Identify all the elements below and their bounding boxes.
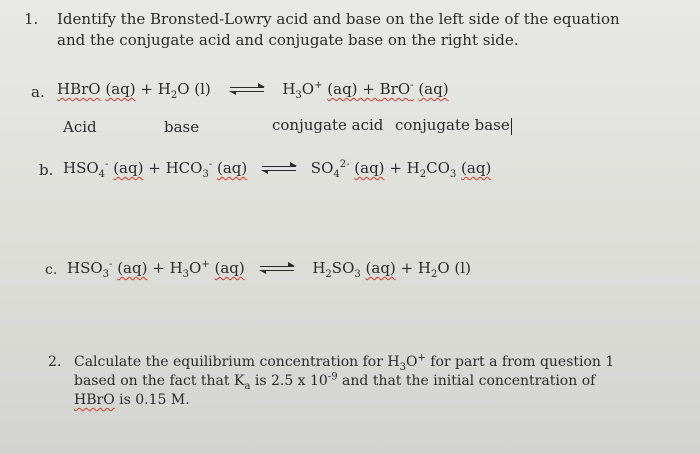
aq-state: (aq) — [113, 159, 144, 177]
aq-state: (aq) — [214, 259, 245, 277]
answer-base: base — [164, 118, 200, 136]
equilibrium-arrow-icon — [260, 264, 294, 274]
q1-prompt-line2: and the conjugate acid and conjugate base on the right side. — [57, 31, 519, 49]
aq-state: (aq) — [418, 80, 449, 98]
hco3-formula: + $HCO_3^-$ — [148, 159, 213, 180]
hbro-formula: HBrO — [74, 392, 115, 408]
hydronium-formula: + $H_3O^+$ — [152, 259, 210, 280]
part-a-label: a. — [31, 83, 45, 101]
hso4-formula: $HSO_4^-$ — [63, 159, 109, 180]
hydronium-formula: $H_3O^+$ — [282, 80, 323, 101]
q2-number: 2. — [48, 354, 62, 370]
part-a-equation — [57, 80, 449, 101]
water-formula: + $H_2O$ (l) — [400, 259, 471, 280]
aq-state: (aq) — [354, 159, 385, 177]
so4-formula: $SO_4^{2-}$ — [310, 159, 350, 180]
aq-state: (aq) — [365, 259, 396, 277]
aq-state: (aq) + — [327, 80, 380, 98]
part-c-equation — [67, 259, 471, 280]
aq-state: (aq) — [461, 159, 492, 177]
answer-acid: Acid — [63, 118, 97, 136]
part-b-label: b. — [39, 161, 54, 179]
answer-conjugate-acid: conjugate acid — [272, 116, 384, 134]
aq-state: (aq) — [105, 80, 136, 98]
water-formula: + $H_2O$ (l) — [140, 80, 211, 101]
h2so3-formula: $H_2SO_3$ — [312, 259, 361, 280]
bro-formula: BrO- — [379, 80, 414, 98]
part-b-equation — [63, 159, 492, 180]
q2-prompt-line3: HBrO is 0.15 M. — [74, 392, 190, 408]
equilibrium-arrow-icon — [230, 85, 264, 95]
q2-prompt-line2: based on the fact that $K_a$ is 2.5 x $10^{-9}$ and that the initial concentration of — [74, 371, 596, 392]
h2co3-formula: + $H_2CO_3$ — [389, 159, 457, 180]
q1-prompt-line1: Identify the Bronsted-Lowry acid and base on the left side of the equation — [57, 10, 620, 28]
part-c-label: c. — [45, 262, 58, 278]
q1-number: 1. — [24, 10, 39, 28]
hso3-formula: $HSO_3^-$ — [67, 259, 113, 280]
text-cursor — [511, 118, 513, 135]
hbro-formula: HBrO — [57, 80, 101, 98]
equilibrium-arrow-icon — [262, 164, 296, 174]
answer-conjugate-base[interactable]: conjugate base — [395, 116, 512, 135]
q2-prompt-line1: Calculate the equilibrium concentration for $H_3O^+$ for part a from question 1 — [74, 352, 615, 373]
aq-state: (aq) — [216, 159, 248, 177]
aq-state: (aq) — [117, 259, 148, 277]
